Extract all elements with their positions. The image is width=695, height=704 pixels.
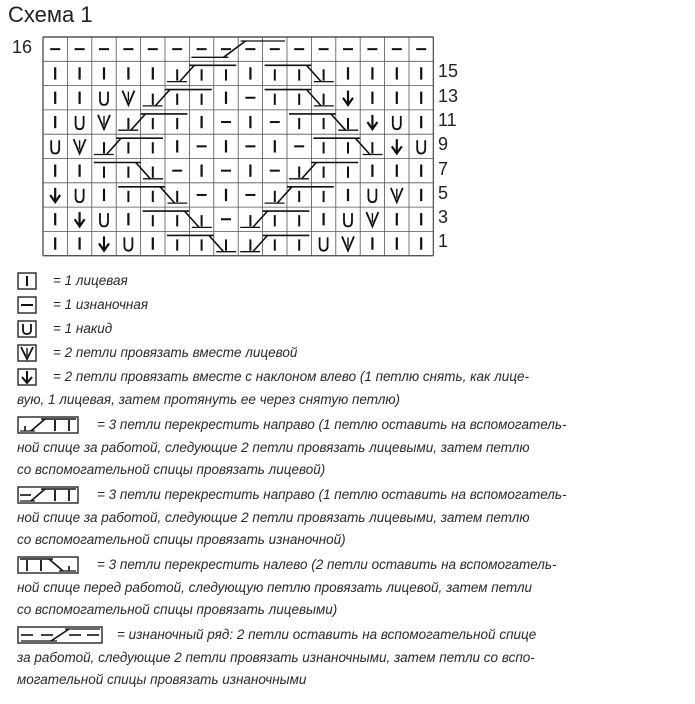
legend-text-purl-row-cross-line1: = изнаночный ряд: 2 петли оставить на вспомогательной спице (117, 627, 537, 642)
chart-cell (124, 237, 132, 250)
row-number-13: 13 (438, 85, 459, 106)
legend-text-cross-right-knit-line2: ной спице за работой, следующие 2 петли провязать лицевыми, затем петлю (17, 439, 530, 455)
chart-cell (368, 189, 376, 202)
chart-cell (320, 237, 328, 250)
row-number-5: 5 (438, 182, 449, 203)
legend-text-cross-left-line3: со вспомогательной спицы провязать лицевыми) (17, 602, 338, 617)
legend-item-purl-row-cross (17, 624, 677, 692)
row-number-16: 16 (12, 37, 33, 57)
legend-text-cross-right-purl-line1: = 3 петли перекрестить направо (1 петлю оставить на вспомогатель- (97, 487, 567, 502)
chart-cell (50, 188, 60, 202)
cross-right-knit-symbol-icon (17, 416, 79, 434)
chart-cell (393, 116, 401, 129)
cross-right-purl-symbol-icon (17, 486, 79, 504)
chart-cell (100, 92, 108, 105)
legend-text-cross-right-purl-line2: ной спице за работой, следующие 2 петли провязать лицевыми, затем петлю (17, 509, 530, 525)
legend-item-cross-left (17, 554, 677, 622)
legend-text-cross-right-purl-line3: со вспомогательной спицы провязать изнаночной) (17, 532, 346, 547)
legend-text-cross-right-knit-line3: со вспомогательной спицы провязать лицевой) (17, 462, 326, 477)
chart-cell (122, 91, 134, 105)
ssk-symbol-icon (17, 368, 37, 386)
legend-text-purl: = 1 изнаночная (53, 297, 149, 312)
chart-cell (76, 189, 84, 202)
legend-text-knit: = 1 лицевая (53, 273, 128, 288)
legend-item-ssk (17, 366, 677, 411)
row-number-7: 7 (438, 158, 449, 179)
legend-item-cross-right-knit (17, 414, 677, 482)
k2tog-symbol-icon (17, 344, 37, 362)
chart-title: Схема 1 (8, 2, 93, 27)
chart-cell (366, 212, 378, 226)
chart-grid-lines (42, 36, 434, 257)
row-number-3: 3 (438, 207, 449, 228)
legend-text-k2tog: = 2 петли провязать вместе лицевой (53, 345, 298, 360)
chart-cell (417, 140, 425, 153)
chart-cell (75, 212, 85, 226)
chart-cell (391, 188, 403, 202)
legend-text-cross-left-line1: = 3 петли перекрестить налево (2 петли оставить на вспомогатель- (97, 557, 557, 572)
legend-item-purl (17, 294, 677, 317)
legend-text-cross-right-knit-line1: = 3 петли перекрестить направо (1 петлю оставить на вспомогатель- (97, 417, 567, 432)
chart-cell (392, 139, 402, 153)
chart-cell (74, 139, 86, 153)
row-number-11: 11 (438, 109, 457, 130)
legend-text-purl-row-cross-line2: за работой, следующие 2 петли провязать изнаночными, затем петли со вспо- (17, 649, 535, 665)
row-number-1: 1 (438, 231, 449, 252)
chart-cell (99, 236, 109, 250)
chart-cell (342, 236, 354, 250)
purl-symbol-icon (17, 296, 37, 314)
knitting-chart-grid (42, 36, 432, 255)
legend-text-yarnover: = 1 накид (53, 321, 113, 336)
chart-cell (100, 213, 108, 226)
legend-item-cross-right-purl (17, 484, 677, 552)
chart-cell (51, 140, 59, 153)
yarn-over-symbol-icon (17, 320, 37, 338)
legend-item-yarnover (17, 318, 677, 341)
knit-symbol-icon (17, 272, 37, 290)
chart-cell (367, 115, 377, 129)
purl-row-cross-symbol-icon (17, 626, 103, 644)
legend-item-knit (17, 270, 677, 293)
legend-item-k2tog (17, 342, 677, 365)
chart-cell (98, 115, 110, 129)
row-number-15: 15 (438, 61, 459, 82)
legend-text-ssk-line1: = 2 петли провязать вместе с наклоном влево (1 петлю снять, как лице- (53, 369, 529, 384)
legend-text-ssk-line2: вую, 1 лицевая, затем протянуть ее через снятую петлю) (17, 391, 400, 407)
legend-text-cross-left-line2: ной спице перед работой, следующую петлю провязать лицевой, затем петли (17, 579, 533, 595)
cross-left-symbol-icon (17, 556, 79, 574)
chart-cell (76, 116, 84, 129)
chart-cell (344, 213, 352, 226)
chart-cell (343, 91, 353, 105)
legend-text-purl-row-cross-line3: могательной спицы провязать изнаночными (17, 672, 307, 687)
row-number-9: 9 (438, 134, 449, 155)
